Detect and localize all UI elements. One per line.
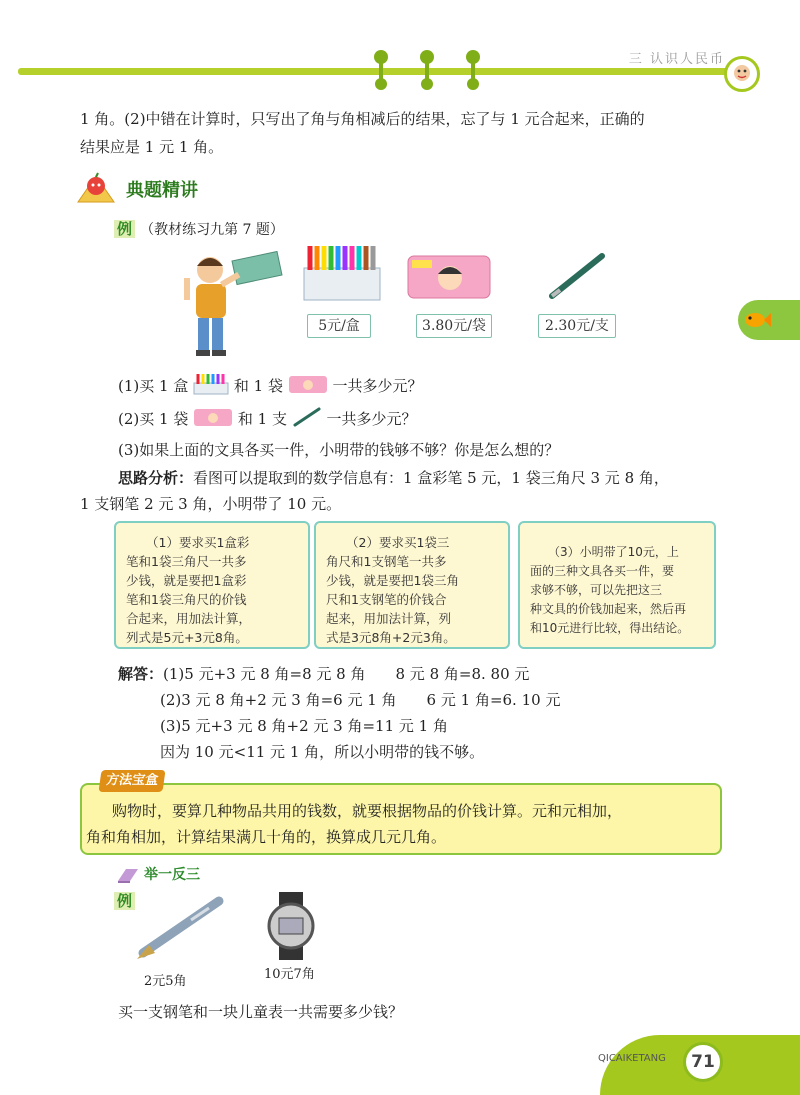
analysis-box-line: 式是3元8角+2元3角。: [326, 630, 456, 645]
page-number: 71: [683, 1042, 723, 1082]
question-text: 和 1 袋: [233, 377, 283, 395]
analysis-box-line: 起来，用加法计算，列: [326, 611, 452, 626]
practice-price: 10元7角: [264, 967, 315, 982]
method-line: 购物时，要算几种物品共用的钱数，就要根据物品的价钱计算。元和元相加，: [112, 802, 623, 820]
answer-line: 因为 10 元<11 元 1 角，所以小明带的钱不够。: [160, 743, 485, 761]
example-badge: 例: [114, 892, 135, 910]
analysis-box-line: 笔和1袋三角尺一共多: [126, 554, 247, 569]
intro-line: 1 角。(2)中错在计算时，只写出了角与角相减后的结果，忘了与 1 元合起来，正确的: [80, 110, 645, 128]
fountain-pen-illustration: [133, 893, 227, 965]
section-title: 举一反三: [144, 867, 200, 883]
analysis-box-line: 面的三种文具各买一件，要: [530, 564, 675, 578]
question-2: [118, 407, 417, 433]
method-title: 方法宝盒: [98, 770, 165, 792]
analysis-box-line: 尺和1支钢笔的价钱合: [326, 592, 447, 607]
question-text: 一共多少元？: [332, 377, 423, 395]
analysis-box-line: 笔和1袋三角尺的价钱: [126, 592, 247, 607]
question-text: (1)买 1 盒: [118, 377, 189, 395]
pencil-case-icon: [288, 374, 328, 400]
analysis-box-line: 少钱，就是要把1盒彩: [126, 573, 247, 588]
method-line: 角和角相加，计算结果满几十角的，换算成几元几角。: [86, 828, 447, 846]
example-label: [114, 218, 284, 241]
pencil-case-icon: [193, 407, 233, 433]
header-rule: [18, 68, 738, 75]
answer-text: (1)5 元+3 元 8 角=8 元 8 角 8 元 8 角=8. 80 元: [163, 665, 530, 683]
price-tag: 3.80元/袋: [416, 314, 492, 338]
question-3: (3)如果上面的文具各买一件，小明带的钱够不够？你是怎么想的？: [118, 441, 560, 459]
analysis-label: 思路分析：: [118, 469, 194, 487]
question-text: (2)买 1 袋: [118, 410, 189, 428]
book-icon: [116, 867, 140, 887]
analysis-box-1: [114, 521, 310, 649]
header-pin-decoration: [467, 78, 479, 90]
analysis-box-2: [314, 521, 510, 649]
answer-line: (2)3 元 8 角+2 元 3 角=6 元 1 角 6 元 1 角=6. 10 元: [160, 691, 561, 709]
analysis-box-line: 求够不够，可以先把这三: [530, 583, 663, 597]
boy-with-money-illustration: [182, 248, 302, 364]
example-source: （教材练习九第 7 题）: [140, 222, 284, 238]
answer-label: 解答：: [118, 665, 164, 683]
pencil-case-illustration: [406, 252, 492, 306]
footer-brand: QICAIKETANG: [598, 1053, 666, 1064]
analysis-box-line: 种文具的价钱加起来，然后再: [530, 602, 687, 616]
example-label: [114, 890, 135, 911]
pen-icon: [292, 407, 322, 433]
analysis-line: [118, 467, 669, 489]
analysis-box-3: [518, 521, 716, 649]
answer-line: [118, 663, 529, 685]
apple-mascot-icon: [76, 170, 116, 208]
fish-icon: [742, 308, 772, 338]
example-badge: 例: [114, 220, 135, 238]
analysis-box-line: 角尺和1支钢笔一共多: [326, 554, 447, 569]
analysis-box-line: （3）小明带了10元，上: [548, 545, 679, 559]
intro-line: 结果应是 1 元 1 角。: [80, 138, 224, 156]
analysis-box-line: （2）要求买1袋三: [346, 535, 450, 550]
analysis-box-line: （1）要求买1盒彩: [146, 535, 250, 550]
header-pin-decoration: [375, 78, 387, 90]
price-tag: 2.30元/支: [538, 314, 616, 338]
answer-line: (3)5 元+3 元 8 角+2 元 3 角=11 元 1 角: [160, 717, 448, 735]
marker-box-illustration: [302, 244, 382, 306]
section-title: 典题精讲: [126, 180, 198, 201]
analysis-text: 看图可以提取到的数学信息有：1 盒彩笔 5 元，1 袋三角尺 3 元 8 角，: [193, 469, 669, 487]
mascot-icon: [724, 56, 760, 92]
watch-illustration: [263, 892, 319, 964]
marker-box-icon: [193, 373, 229, 401]
pen-illustration: [548, 250, 608, 304]
practice-question: 买一支钢笔和一块儿童表一共需要多少钱？: [118, 1003, 404, 1021]
analysis-line: 1 支钢笔 2 元 3 角，小明带了 10 元。: [80, 495, 342, 513]
header-pin-decoration: [421, 78, 433, 90]
analysis-box-line: 列式是5元+3元8角。: [126, 630, 248, 645]
practice-price: 2元5角: [144, 974, 187, 989]
question-text: 一共多少元？: [326, 410, 417, 428]
question-text: 和 1 支: [237, 410, 287, 428]
analysis-box-line: 少钱，就是要把1袋三角: [326, 573, 459, 588]
analysis-box-line: 合起来，用加法计算，: [126, 611, 252, 626]
analysis-box-line: 和10元进行比较，得出结论。: [530, 621, 690, 635]
question-1: [118, 373, 423, 401]
chapter-title: 三 认识人民币: [628, 52, 725, 67]
price-tag: 5元/盒: [307, 314, 371, 338]
